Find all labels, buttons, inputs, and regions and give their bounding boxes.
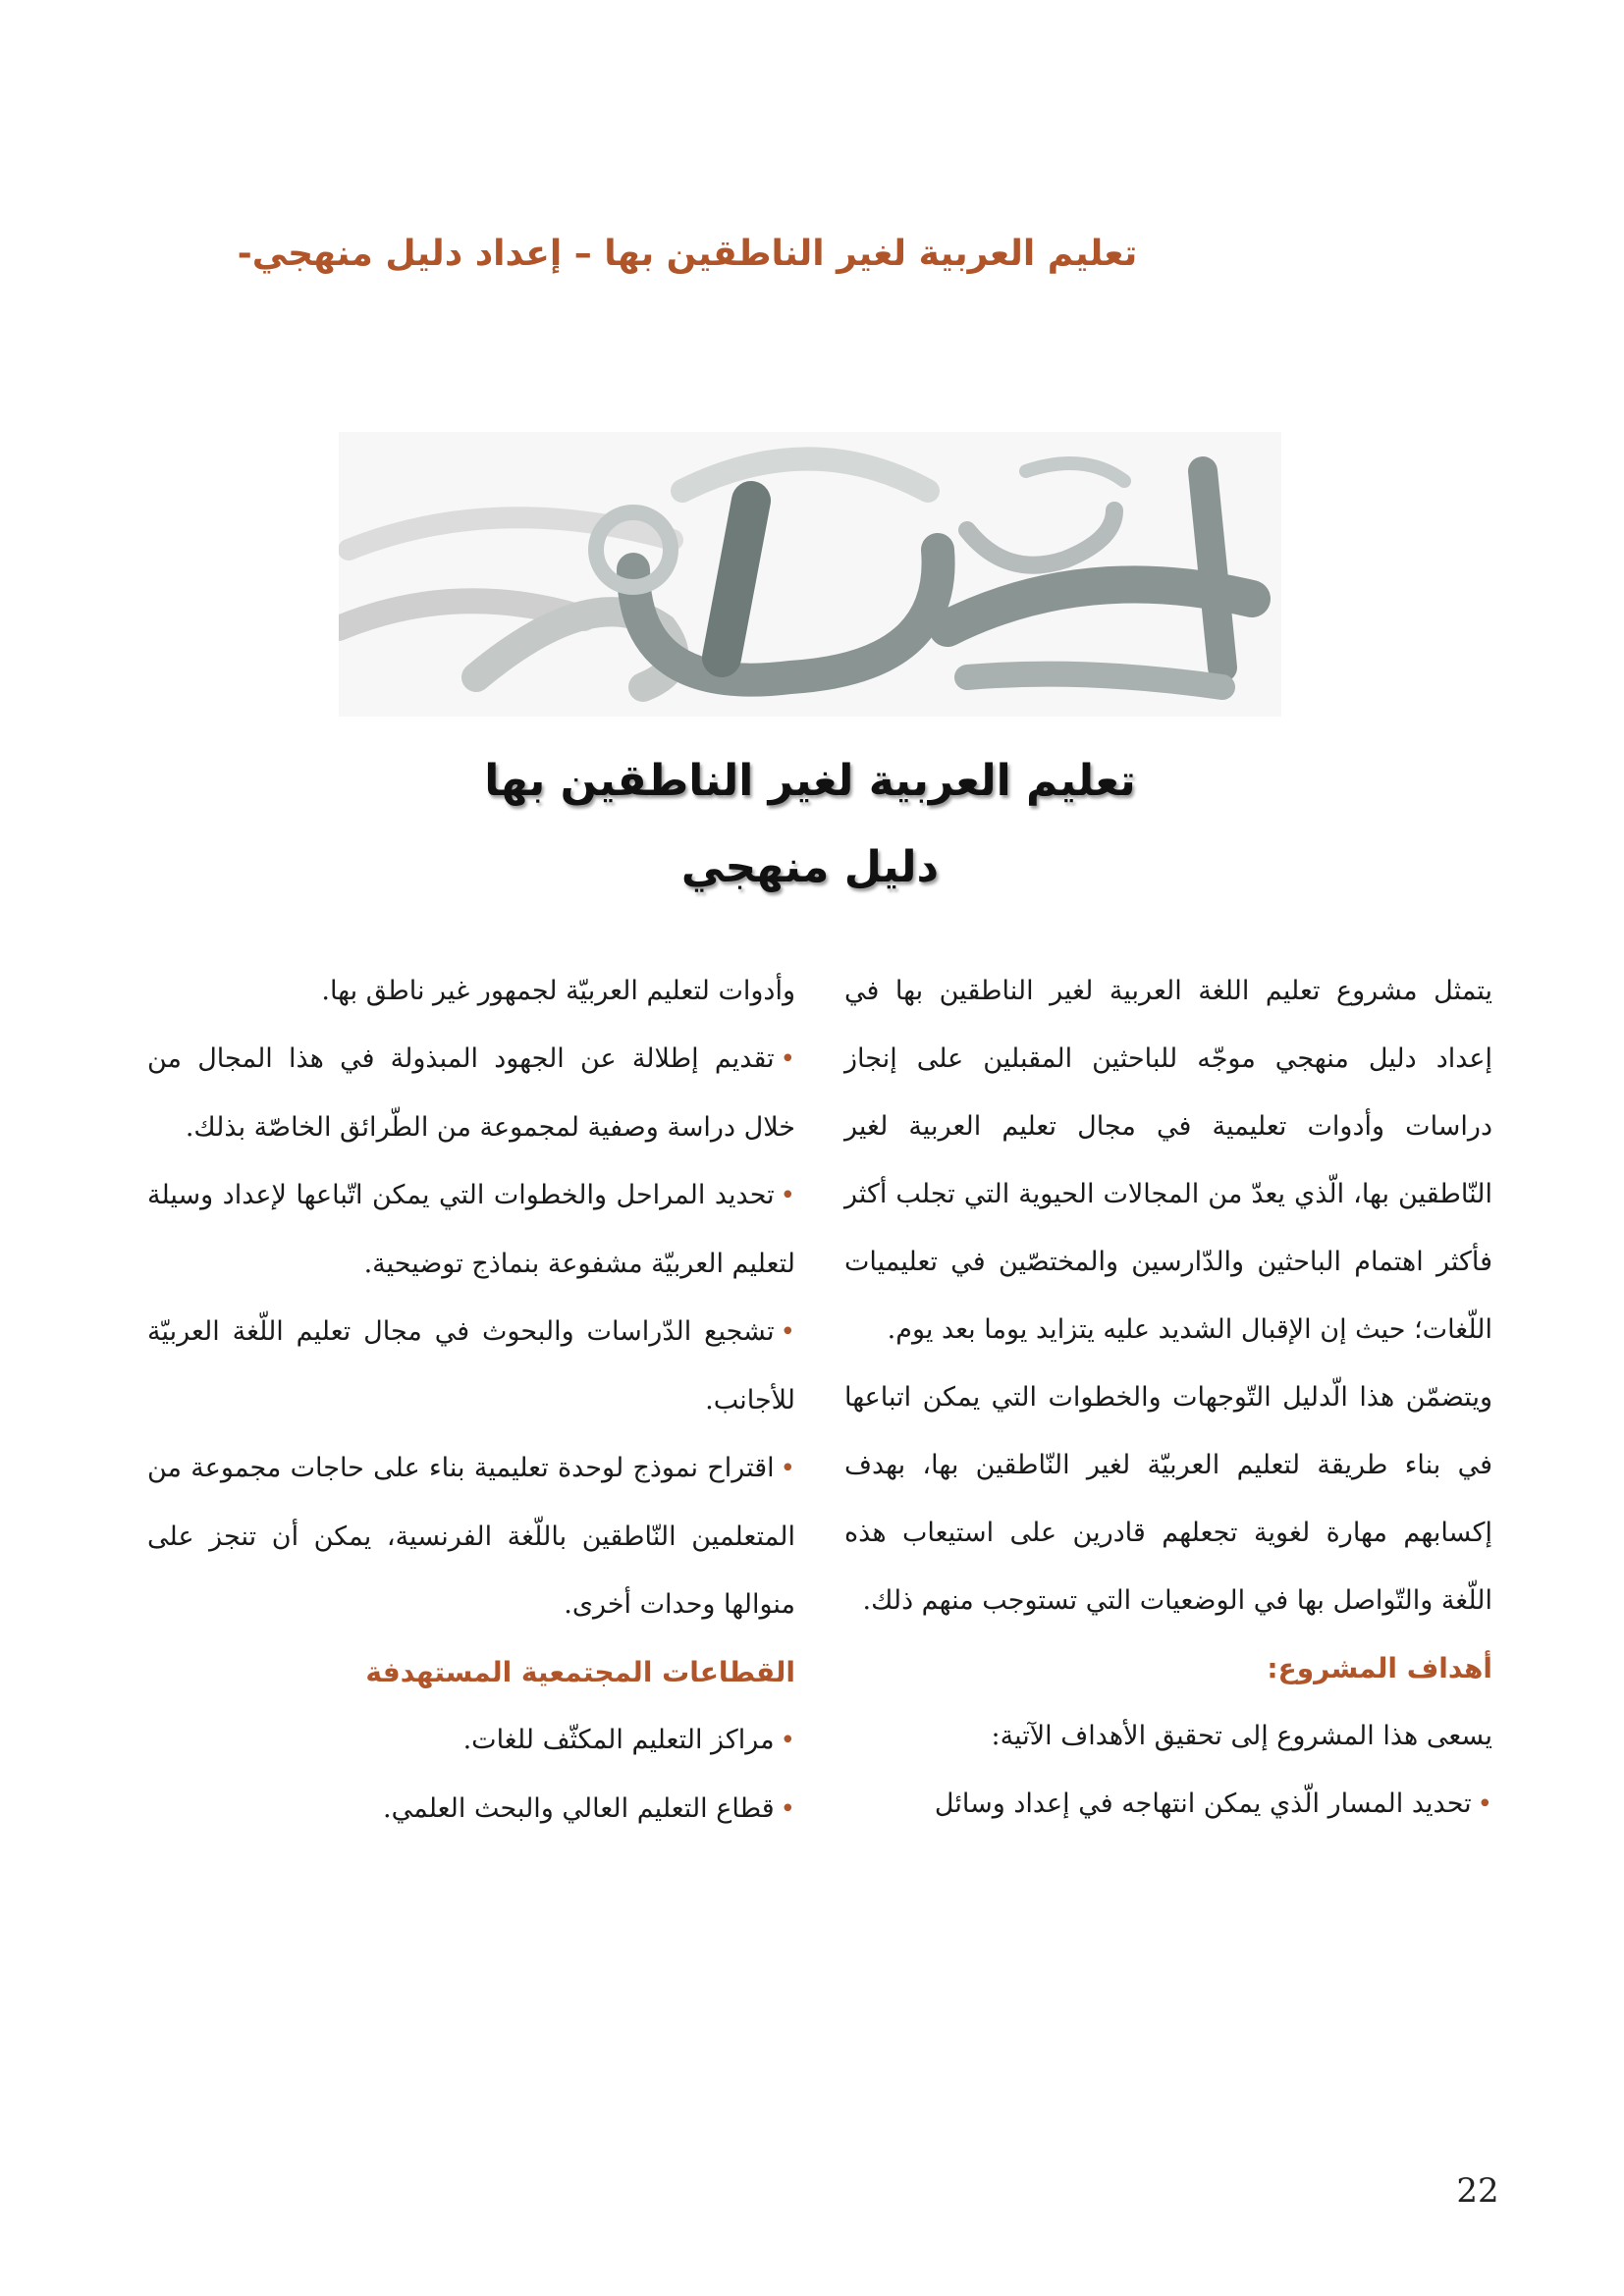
goal-item xyxy=(147,1161,795,1298)
goal-item xyxy=(147,1298,795,1434)
page-number: 22 xyxy=(1456,2171,1499,2211)
goal-continuation: وأدوات لتعليم العربيّة لجمهور غير ناطق بها. xyxy=(321,976,795,1006)
goal-text: تشجيع الدّراسات والبحوث في مجال تعليم اللّغة العربيّة للأجانب. xyxy=(147,1316,795,1415)
banner-title: تعليم العربية لغير الناطقين بها xyxy=(484,756,1136,806)
goal-text: اقتراح نموذج لوحدة تعليمية بناء على حاجات مجموعة من المتعلمين النّاطقين باللّغة الفرنسية، يمكن أن تنجز على منوالها وحدات أخرى. xyxy=(147,1453,795,1620)
second-paragraph: ويتضمّن هذا الّدليل التّوجهات والخطوات التي يمكن اتباعها في بناء طريقة لتعليم العربيّة لغير النّاطقين بها، بهدف إكسابهم مهارة لغوية تجعلهم قادرين على استيعاب هذه اللّغة والتّواصل بها في الوضعيات التي تستوجب منهم ذلك. xyxy=(844,1382,1492,1616)
goals-intro: يسعى هذا المشروع إلى تحقيق الأهداف الآتية: xyxy=(991,1721,1492,1751)
right-column xyxy=(844,957,1492,1839)
banner-subtitle: دليل منهجي xyxy=(680,842,940,892)
bullet-icon: • xyxy=(780,1181,795,1210)
sector-item xyxy=(147,1706,795,1775)
page-title: تعليم العربية لغير الناطقين بها – إعداد دليل منهجي- xyxy=(237,234,1138,274)
sector-text: قطاع التعليم العالي والبحث العلمي. xyxy=(383,1793,775,1824)
goal-item xyxy=(844,1770,1492,1839)
bullet-icon: • xyxy=(780,1044,795,1074)
banner-image xyxy=(339,432,1281,717)
goal-text: تقديم إطلالة عن الجهود المبذولة في هذا المجال من خلال دراسة وصفية لمجموعة من الطّرائق الخاصّة بذلك. xyxy=(147,1043,795,1143)
sector-item xyxy=(147,1775,795,1843)
bullet-icon: • xyxy=(780,1726,795,1755)
goals-heading: أهداف المشروع: xyxy=(1267,1652,1492,1684)
goal-text: تحديد المراحل والخطوات التي يمكن اتّباعها لإعداد وسيلة لتعليم العربيّة مشفوعة بنماذج توضيحية. xyxy=(147,1180,795,1279)
bullet-icon: • xyxy=(780,1794,795,1824)
left-column xyxy=(147,957,795,1843)
goal-text: تحديد المسار الّذي يمكن انتهاجه في إعداد وسائل xyxy=(934,1789,1472,1819)
bullet-icon: • xyxy=(1477,1789,1492,1819)
sectors-heading: القطاعات المجتمعية المستهدفة xyxy=(365,1656,795,1688)
sector-text: مراكز التعليم المكثّف للغات. xyxy=(462,1725,775,1755)
bullet-icon: • xyxy=(780,1454,795,1483)
goal-item xyxy=(147,1434,795,1638)
bullet-icon: • xyxy=(780,1317,795,1347)
intro-paragraph: يتمثل مشروع تعليم اللغة العربية لغير الناطقين بها في إعداد دليل منهجي موجّه للباحثين المقبلين على إنجاز دراسات وأدوات تعليمية في مجال تعليم العربية لغير النّاطقين بها، الّذي يعدّ من المجالات الحيوية التي تجلب أكثر فأكثر اهتمام الباحثين والدّارسين والمختصّين في تعليميات اللّغات؛ حيث إن الإقبال الشديد عليه يتزايد يوما بعد يوم. xyxy=(844,976,1492,1345)
goal-item xyxy=(147,1025,795,1161)
